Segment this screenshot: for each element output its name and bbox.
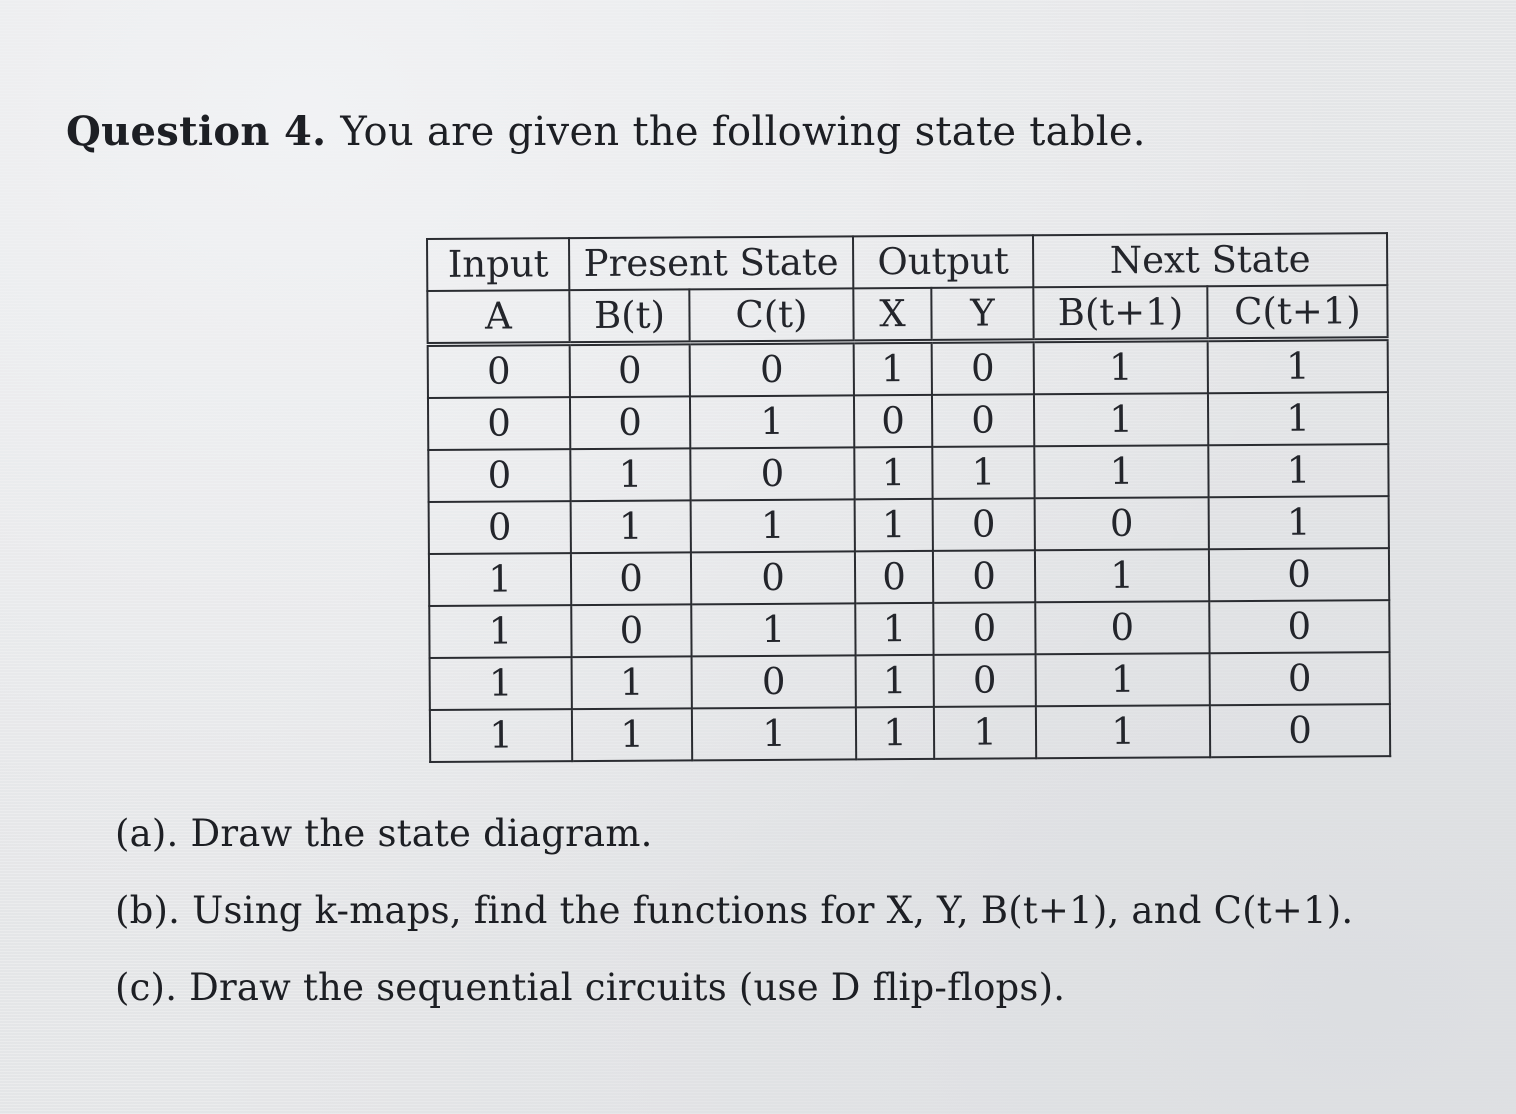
column-header-ct: C(t) [689,288,853,343]
cell-ct: 1 [691,603,855,656]
column-header-ct1: C(t+1) [1207,285,1387,340]
group-header-output: Output [853,235,1033,288]
part-text: Draw the sequential circuits (use D flip-flops). [189,966,1066,1009]
cell-ct: 0 [692,655,856,708]
cell-y: 1 [932,446,1034,499]
state-table-container [426,232,1391,763]
cell-bt1: 1 [1034,445,1208,498]
group-header-row [427,233,1387,291]
cell-bt1: 1 [1034,393,1208,446]
cell-a: 0 [428,397,570,450]
cell-x: 1 [856,707,934,759]
cell-ct1: 0 [1209,600,1389,653]
cell-a: 0 [428,449,570,502]
cell-ct: 1 [690,395,854,448]
cell-ct: 0 [690,342,854,397]
table-row [428,444,1388,502]
cell-bt: 1 [572,656,692,709]
cell-a: 1 [429,605,571,658]
cell-bt1: 0 [1035,497,1209,550]
cell-bt1: 1 [1036,653,1210,706]
cell-bt1: 0 [1035,601,1209,654]
cell-x: 0 [855,551,933,603]
cell-x: 1 [855,603,933,655]
cell-bt: 0 [571,552,691,605]
cell-bt1: 1 [1034,340,1208,395]
cell-ct: 1 [691,499,855,552]
table-row [428,392,1388,450]
cell-a: 1 [429,553,571,606]
cell-ct1: 0 [1210,704,1390,757]
cell-bt: 1 [571,500,691,553]
question-heading [66,108,1146,155]
cell-a: 0 [428,344,570,398]
group-header-present-state: Present State [569,236,853,290]
part-label: (a). [115,812,179,855]
part-label: (c). [115,966,178,1009]
column-header-a: A [427,290,569,344]
cell-bt1: 1 [1036,705,1210,758]
cell-x: 0 [854,395,932,447]
part-text: Draw the state diagram. [190,812,653,855]
column-header-x: X [853,288,931,342]
cell-x: 1 [854,447,932,499]
cell-y: 0 [934,654,1036,707]
cell-bt: 1 [570,448,690,501]
question-label: Question 4. [66,108,327,155]
cell-bt: 0 [570,343,690,397]
cell-y: 1 [934,706,1036,759]
cell-ct: 1 [692,707,856,760]
table-row [430,652,1390,710]
table-row [429,496,1389,554]
cell-x: 1 [855,499,933,551]
cell-bt: 1 [572,708,692,761]
cell-ct1: 1 [1208,444,1388,497]
cell-ct1: 0 [1210,652,1390,705]
question-text: You are given the following state table. [340,109,1146,155]
cell-a: 1 [430,709,572,762]
group-header-next-state: Next State [1033,233,1387,287]
table-row [429,548,1389,606]
cell-y: 0 [933,602,1035,655]
cell-bt1: 1 [1035,549,1209,602]
group-header-input: Input [427,238,569,291]
part-c [115,966,1353,1009]
cell-ct1: 1 [1208,392,1388,445]
cell-ct1: 0 [1209,548,1389,601]
cell-y: 0 [933,550,1035,603]
cell-a: 0 [429,501,571,554]
part-b [115,889,1353,932]
cell-x: 1 [856,655,934,707]
table-row [428,339,1388,398]
cell-bt: 0 [571,604,691,657]
cell-y: 0 [932,341,1034,395]
cell-ct1: 1 [1208,339,1388,394]
cell-bt: 0 [570,396,690,449]
cell-y: 0 [932,394,1034,447]
table-row [429,600,1389,658]
cell-y: 0 [933,498,1035,551]
column-header-row [427,285,1387,344]
state-table [426,232,1391,763]
part-text: Using k-maps, find the functions for X, Y, B(t+1), and C(t+1). [192,889,1354,932]
table-row [430,704,1390,762]
column-header-bt: B(t) [569,289,689,343]
cell-ct: 0 [691,551,855,604]
cell-ct: 0 [690,447,854,500]
question-parts [115,812,1353,1043]
part-label: (b). [115,889,181,932]
cell-ct1: 1 [1209,496,1389,549]
cell-x: 1 [854,341,932,395]
cell-a: 1 [430,657,572,710]
column-header-bt1: B(t+1) [1033,286,1207,341]
state-table-body [428,339,1391,762]
part-a [115,812,1353,855]
column-header-y: Y [931,287,1033,341]
